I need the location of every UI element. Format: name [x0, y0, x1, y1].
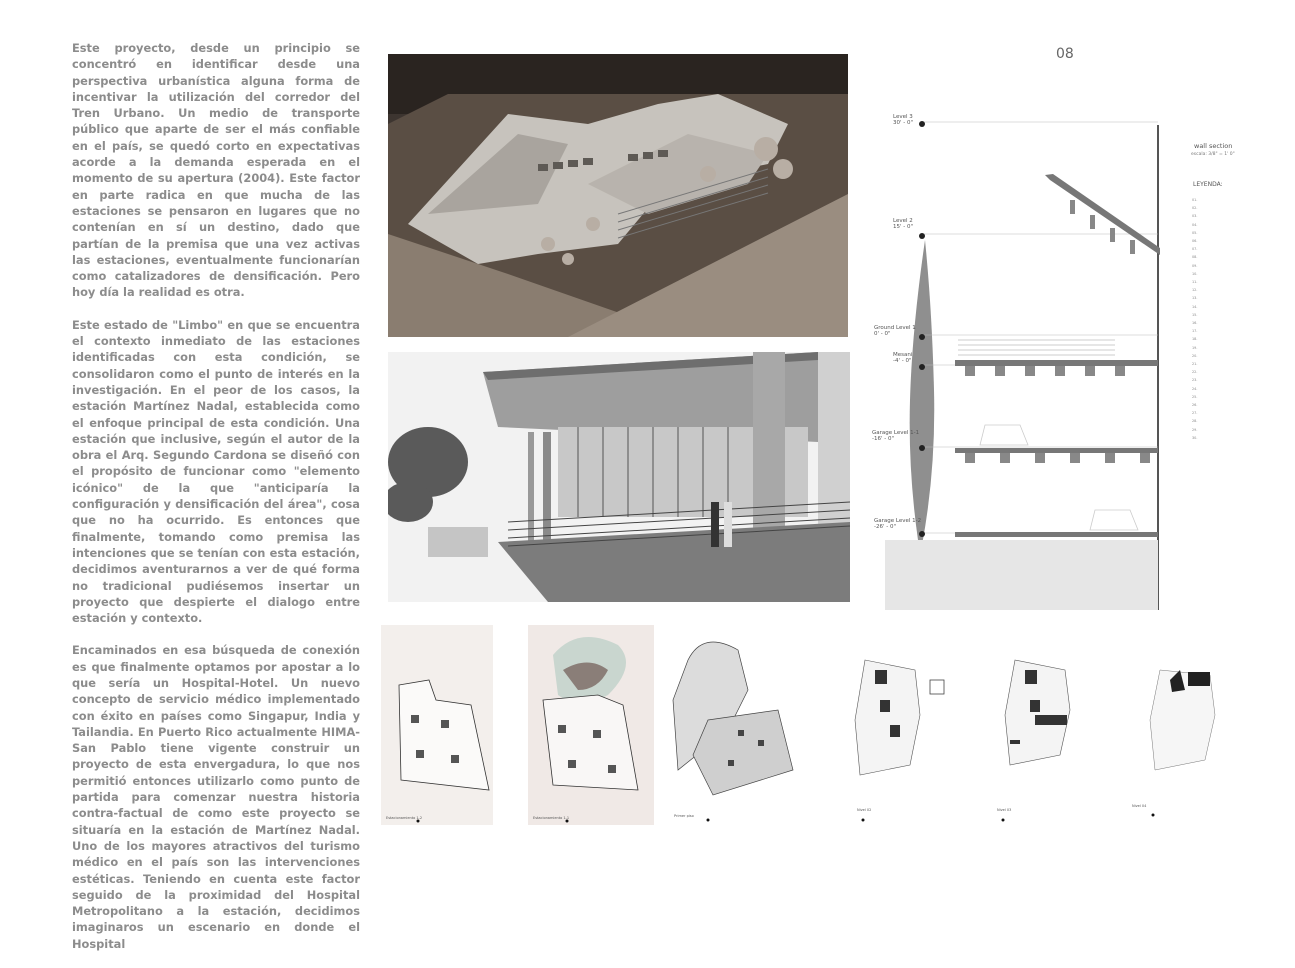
- plan-primer-piso: [668, 630, 798, 825]
- legend-item: 19.: [1192, 345, 1198, 350]
- legend-item: 17.: [1192, 329, 1198, 334]
- legend-item: 20.: [1192, 353, 1198, 358]
- legend-item: 01.: [1192, 198, 1198, 202]
- legend-item: 28.: [1192, 419, 1198, 424]
- plan-nivel-02: [825, 640, 965, 825]
- plan-label: Nivel 02: [857, 808, 872, 812]
- legend-item: 15.: [1192, 312, 1198, 317]
- legend-item: 06.: [1192, 239, 1198, 244]
- legend-item: 29.: [1192, 427, 1198, 432]
- garage-level-1-2-label: Garage Level 1-2 -26' - 0": [874, 518, 922, 530]
- legend-item: 13.: [1192, 296, 1198, 301]
- body-text: [72, 40, 360, 968]
- paragraph-3: Encaminados en esa búsqueda de conexión es que finalmente optamos por apostar a lo que sería un Hospital-Hotel. Un nuevo concepto de servicio médico implementado con éxito en países como Singapur, India y Tailandia. En Puerto Rico actualmente HIMA-San Pablo tiene vigente construir un proyecto de esta envergadura, lo que nos permitió entonces utilizarlo como punto de partida para comenzar nuestra historia contra-factual de como este proyecto se situaría en la estación de Martínez Nadal. Uno de los mayores atractivos del turismo médico en el país son las intervenciones estéticas. Teniendo en cuenta este factor seguido de la proximidad del Hospital Metropolitano a la estación, decidimos imaginaros un escenario en donde el Hospital: [72, 643, 360, 951]
- legend-item: 07.: [1192, 247, 1198, 252]
- plan-garage-1-2: [381, 625, 493, 825]
- level-3-label: Level 3 30' - 0": [893, 114, 914, 126]
- plan-label: Estacionamiento 1-2: [386, 816, 423, 820]
- legend-item: 22.: [1192, 370, 1198, 375]
- plan-garage-1-1: [528, 625, 654, 825]
- legend-item: 25.: [1192, 394, 1198, 399]
- legend-item: 05.: [1192, 230, 1198, 235]
- legend-item: 04.: [1192, 222, 1198, 227]
- legend-item: 18.: [1192, 337, 1198, 342]
- level-2-label: Level 2 15' - 0": [893, 218, 914, 230]
- mesani-level-label: Mesani -4' - 0": [893, 352, 913, 364]
- legend-item: 12.: [1192, 288, 1198, 293]
- legend-item: 11.: [1192, 280, 1198, 285]
- legend-item: 02.: [1192, 206, 1198, 211]
- legend-list: [1192, 196, 1197, 442]
- legend-item: 26.: [1192, 403, 1198, 408]
- wall-section-scale: escala: 3/8" = 1' 0": [1191, 152, 1235, 157]
- legend-item: 10.: [1192, 271, 1198, 276]
- model-photo: [388, 54, 848, 337]
- legend-item: 27.: [1192, 411, 1198, 416]
- plan-nivel-03: [985, 640, 1125, 825]
- legend-item: 23.: [1192, 378, 1198, 383]
- legend-item: 08.: [1192, 255, 1198, 260]
- legend-item: 30.: [1192, 435, 1198, 440]
- plan-label: Estacionamiento 1-1: [533, 816, 570, 820]
- legend-item: 24.: [1192, 386, 1198, 391]
- render-perspective: [388, 352, 850, 602]
- legend-item: 14.: [1192, 304, 1198, 309]
- legend-item: 03.: [1192, 214, 1198, 219]
- legend-item: 09.: [1192, 263, 1198, 268]
- page-number: 08: [1056, 46, 1074, 62]
- plan-label: Nivel 04: [1132, 804, 1147, 808]
- legend-item: 16.: [1192, 321, 1198, 326]
- paragraph-1: Este proyecto, desde un principio se concentró en identificar desde una perspectiva urbanística alguna forma de incentivar la utilización del corredor del Tren Urbano. Un medio de transporte público que aparte de ser el más confiable en el país, se quedó corto en expectativas acorde a la demanda esperada en el momento de su apertura (2004). Este factor en parte radica en que mucha de las estaciones se pensaron en lugares que no contenían en sí un destino, dado que partían de la premisa que una vez activas las estaciones, eventualmente funcionarían como catalizadores de densificación. Pero hoy día la realidad es otra.: [72, 41, 360, 300]
- plan-nivel-04: [1132, 640, 1280, 825]
- ground-level-label: Ground Level 1 0' - 0": [874, 325, 916, 337]
- garage-level-1-1-label: Garage Level 1-1 -16' - 0": [872, 430, 920, 442]
- plan-label: Nivel 03: [997, 808, 1012, 812]
- plan-label: Primer piso: [674, 814, 694, 818]
- legend-title: LEYENDA:: [1193, 181, 1223, 188]
- paragraph-2: Este estado de "Limbo" en que se encuentra el contexto inmediato de las estaciones identificadas con esta condición, se consolidaron como el punto de interés en la investigación. En el peor de los casos, la estación Martínez Nadal, establecida como el enfoque principal de esta condición. Una estación que inclusive, según el autor de la obra el Arq. Segundo Cardona se diseñó con el propósito de funcionar como "elemento icónico" de la que "anticiparía la configuración y densificación del área", cosa que no ha ocurrido. Es entonces que finalmente, tomando como premisa las intenciones que se tenían con esta estación, decidimos aventurarnos a ver de qué forma no tradicional pudiésemos insertar un proyecto que despierte el dialogo entre estación y contexto.: [72, 317, 360, 626]
- wall-section-title: wall section: [1194, 142, 1233, 150]
- legend-item: 21.: [1192, 362, 1198, 367]
